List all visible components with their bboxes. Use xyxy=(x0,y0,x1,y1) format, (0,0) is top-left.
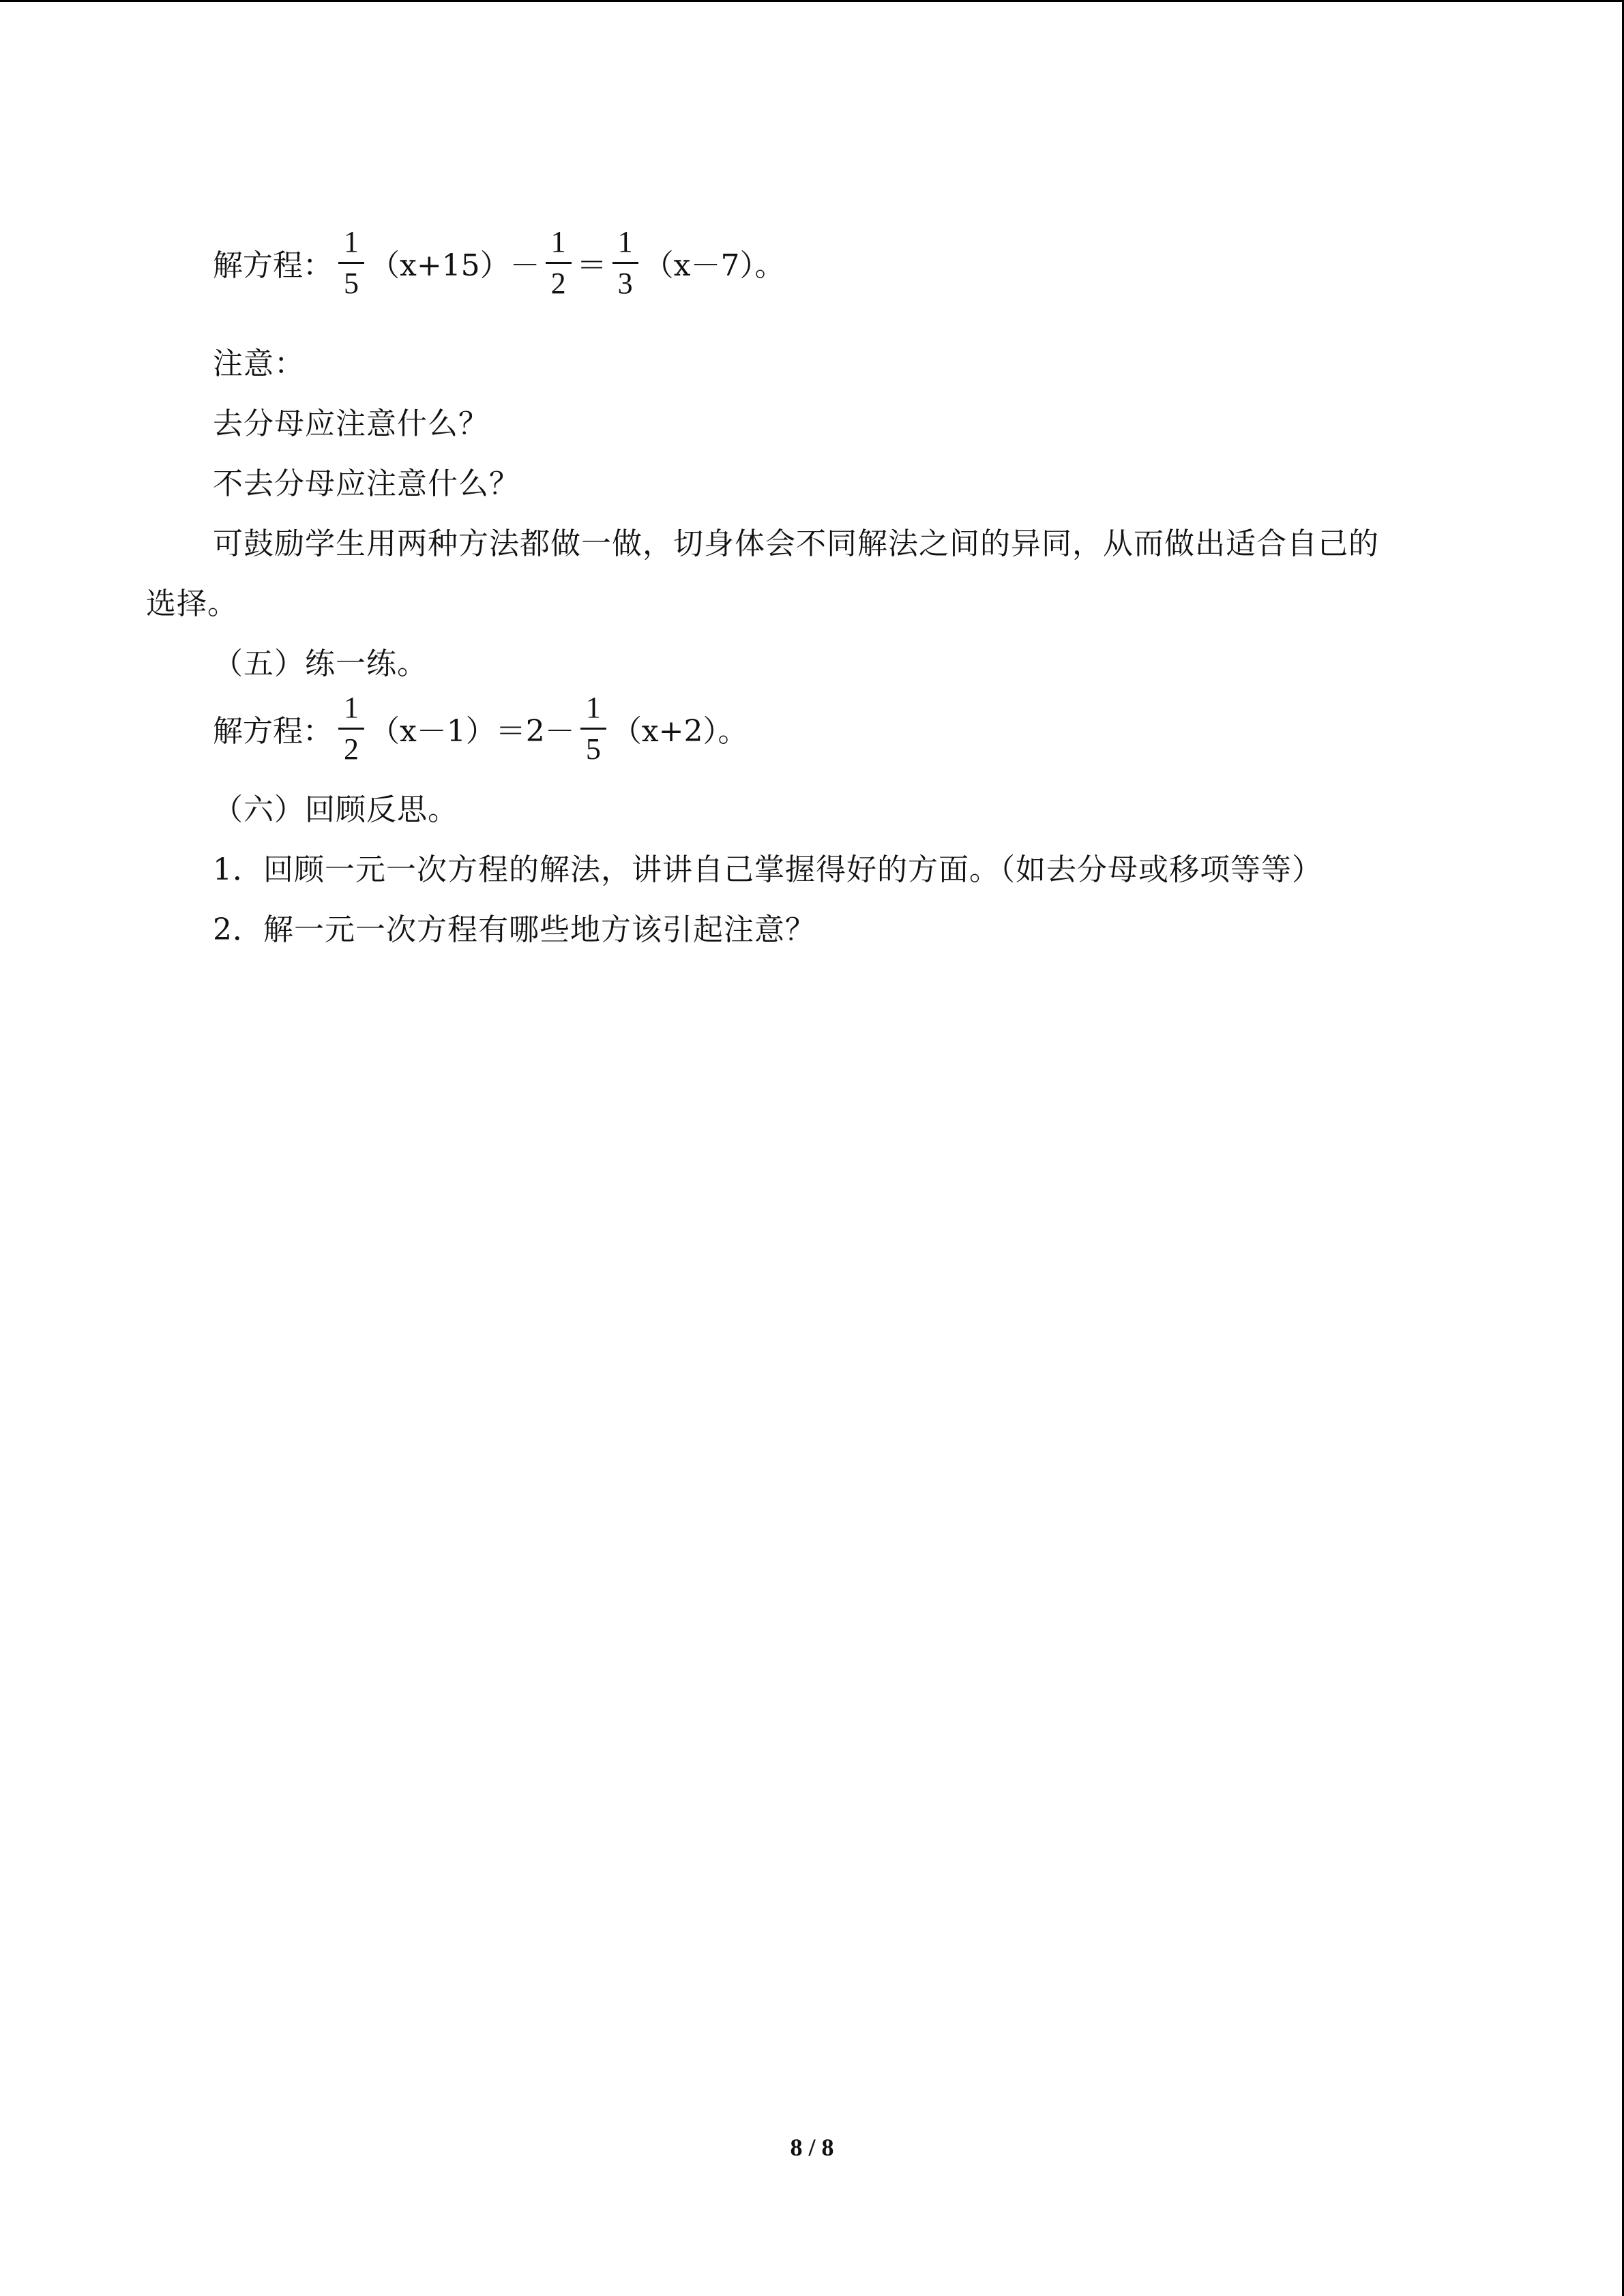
equation-2-fraction-2 xyxy=(580,691,606,766)
notes-paragraph-line-1: 可鼓励学生用两种方法都做一做，切身体会不同解法之间的异同，从而做出适合自己的 xyxy=(213,526,1379,561)
equation-1-prefix: 解方程： xyxy=(213,248,333,283)
fraction-numerator: 1 xyxy=(344,224,359,258)
section-6-title: （六）回顾反思。 xyxy=(213,792,458,827)
fraction-numerator: 1 xyxy=(617,224,633,258)
equation-1-fraction-2 xyxy=(546,225,572,301)
notes-paragraph-line-2: 选择。 xyxy=(146,586,238,621)
equation-2 xyxy=(213,681,748,776)
fraction-numerator: 1 xyxy=(344,690,359,724)
equation-2-prefix: 解方程： xyxy=(213,714,333,749)
equation-1-part-1: （x+15）－ xyxy=(370,248,540,283)
equation-2-part-2: （x+2）。 xyxy=(611,714,748,749)
equation-1-fraction-1 xyxy=(338,225,364,301)
fraction-denominator: 2 xyxy=(550,266,566,300)
equation-2-part-1: （x－1）＝2－ xyxy=(370,714,575,749)
equation-1-part-2: ＝ xyxy=(576,248,607,283)
fraction-denominator: 5 xyxy=(344,266,359,300)
equation-2-fraction-1 xyxy=(338,691,364,766)
fraction-denominator: 5 xyxy=(585,732,601,766)
notes-question-1: 去分母应注意什么？ xyxy=(213,406,489,441)
notes-question-2: 不去分母应注意什么？ xyxy=(213,466,520,501)
fraction-numerator: 1 xyxy=(550,224,566,258)
page-number: 8 / 8 xyxy=(790,2134,834,2161)
fraction-denominator: 3 xyxy=(617,266,633,300)
section-6-item-2: 2．解一元一次方程有哪些地方该引起注意？ xyxy=(213,912,816,947)
section-6-item-1: 1．回顾一元一次方程的解法，讲讲自己掌握得好的方面。（如去分母或移项等等） xyxy=(213,852,1323,887)
section-5-title: （五）练一练。 xyxy=(213,646,428,681)
equation-1 xyxy=(213,215,784,310)
notes-heading: 注意： xyxy=(213,346,305,381)
fraction-denominator: 2 xyxy=(344,732,359,766)
equation-1-part-3: （x－7）。 xyxy=(643,248,785,283)
equation-1-fraction-3 xyxy=(612,225,638,301)
page-border-top xyxy=(0,0,1624,2)
fraction-numerator: 1 xyxy=(585,690,601,724)
